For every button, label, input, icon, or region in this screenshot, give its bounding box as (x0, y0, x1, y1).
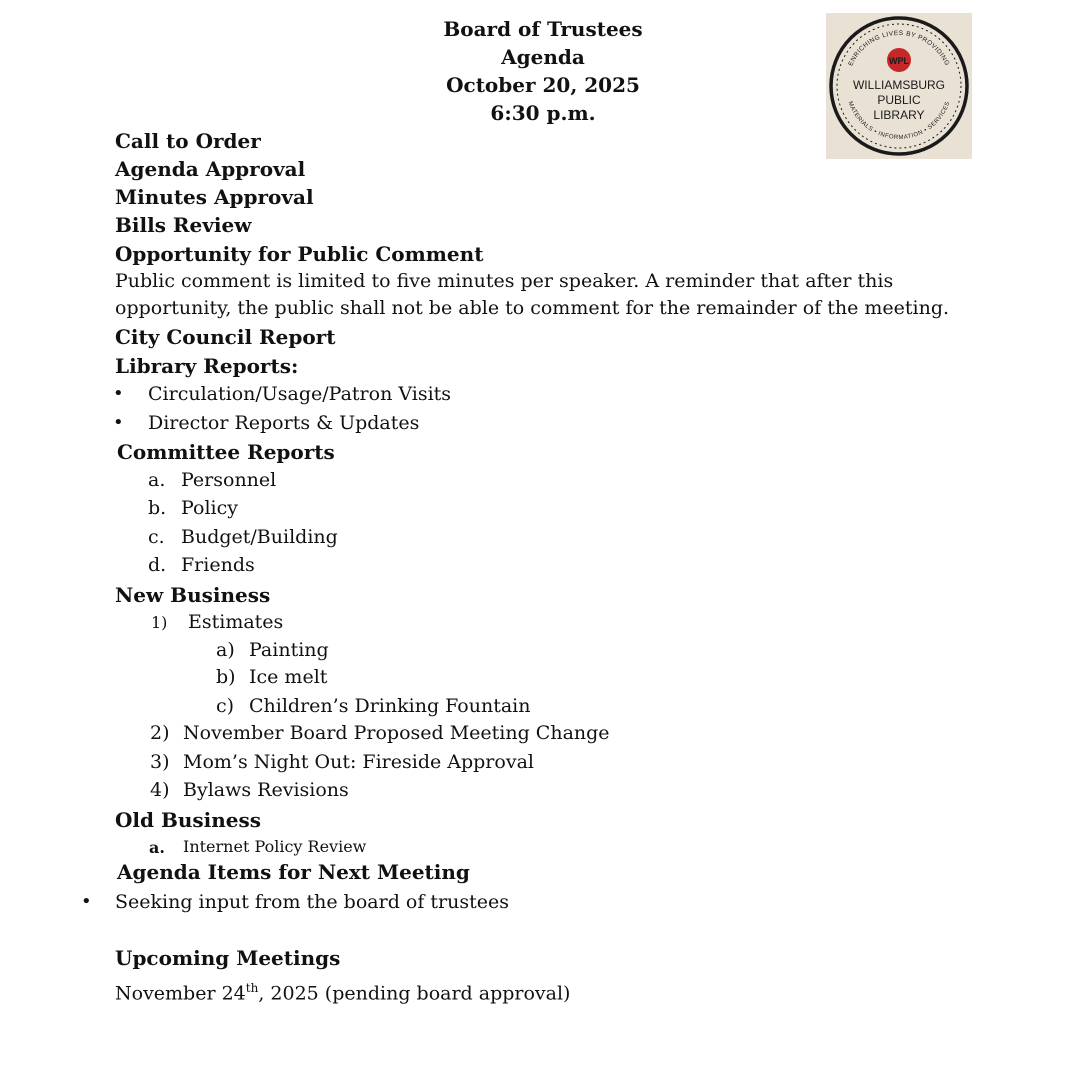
list-item: November Board Proposed Meeting Change (183, 722, 610, 744)
list-item: Ice melt (249, 666, 328, 688)
logo-badge: WPL (889, 56, 909, 66)
date-text: November 24 (115, 982, 246, 1005)
list-item-estimates: Estimates (188, 611, 284, 633)
list-marker: a. (148, 469, 166, 491)
meeting-date: October 20, 2025 (446, 73, 640, 97)
list-marker: 3) (150, 751, 170, 773)
list-item: Internet Policy Review (183, 837, 367, 856)
list-item: Children’s Drinking Fountain (249, 695, 531, 717)
list-marker: a. (149, 838, 165, 857)
title-agenda: Agenda (501, 45, 585, 69)
item-next-meeting-agenda: Agenda Items for Next Meeting (117, 860, 470, 884)
list-marker: 2) (150, 722, 170, 744)
item-minutes-approval: Minutes Approval (115, 185, 314, 209)
list-marker: d. (148, 554, 167, 576)
list-item: Director Reports & Updates (148, 412, 420, 434)
list-marker: a) (216, 639, 235, 661)
list-item: Seeking input from the board of trustees (115, 891, 509, 913)
library-seal-icon (826, 13, 972, 159)
upcoming-meeting-date (115, 981, 570, 1004)
item-call-to-order: Call to Order (115, 129, 261, 153)
list-marker: c) (216, 695, 235, 717)
list-item: Budget/Building (181, 526, 338, 548)
list-marker: 1) (151, 613, 168, 632)
bullet-icon: • (113, 412, 124, 433)
logo-name-line3: LIBRARY (873, 108, 925, 122)
list-marker: b. (148, 497, 167, 519)
list-item: Personnel (181, 469, 277, 491)
item-upcoming-meetings: Upcoming Meetings (115, 946, 341, 970)
list-item: Circulation/Usage/Patron Visits (148, 383, 452, 405)
list-marker: 4) (150, 779, 170, 801)
item-library-reports: Library Reports: (115, 354, 299, 378)
logo-name-line2: PUBLIC (877, 93, 921, 107)
list-item: Mom’s Night Out: Fireside Approval (183, 751, 534, 773)
library-logo (826, 13, 972, 159)
list-item: Painting (249, 639, 329, 661)
list-item: Friends (181, 554, 255, 576)
meeting-time: 6:30 p.m. (490, 101, 596, 125)
date-ordinal: th (245, 981, 259, 995)
item-bills-review: Bills Review (115, 213, 252, 237)
item-old-business: Old Business (115, 808, 262, 832)
ring-top-text: ENRICHING LIVES BY PROVIDING (847, 29, 951, 68)
list-item: Policy (181, 497, 238, 519)
item-city-council-report: City Council Report (115, 325, 336, 349)
public-comment-text-line2: opportunity, the public shall not be able to comment for the remainder of the meeting. (115, 297, 950, 319)
item-committee-reports: Committee Reports (117, 440, 335, 464)
date-note: , 2025 (pending board approval) (258, 982, 571, 1005)
item-public-comment: Opportunity for Public Comment (115, 242, 484, 266)
ring-bottom-text: MATERIALS • INFORMATION • SERVICES (846, 100, 952, 142)
logo-name-line1: WILLIAMSBURG (852, 78, 946, 92)
bullet-icon: • (113, 383, 124, 404)
list-marker: b) (216, 666, 236, 688)
title-board: Board of Trustees (443, 17, 643, 41)
item-new-business: New Business (115, 583, 271, 607)
public-comment-text-line1: Public comment is limited to five minutes per speaker. A reminder that after this (115, 270, 894, 292)
list-marker: c. (148, 526, 165, 548)
bullet-icon: • (81, 891, 92, 912)
list-item: Bylaws Revisions (183, 779, 349, 801)
item-agenda-approval: Agenda Approval (115, 157, 306, 181)
